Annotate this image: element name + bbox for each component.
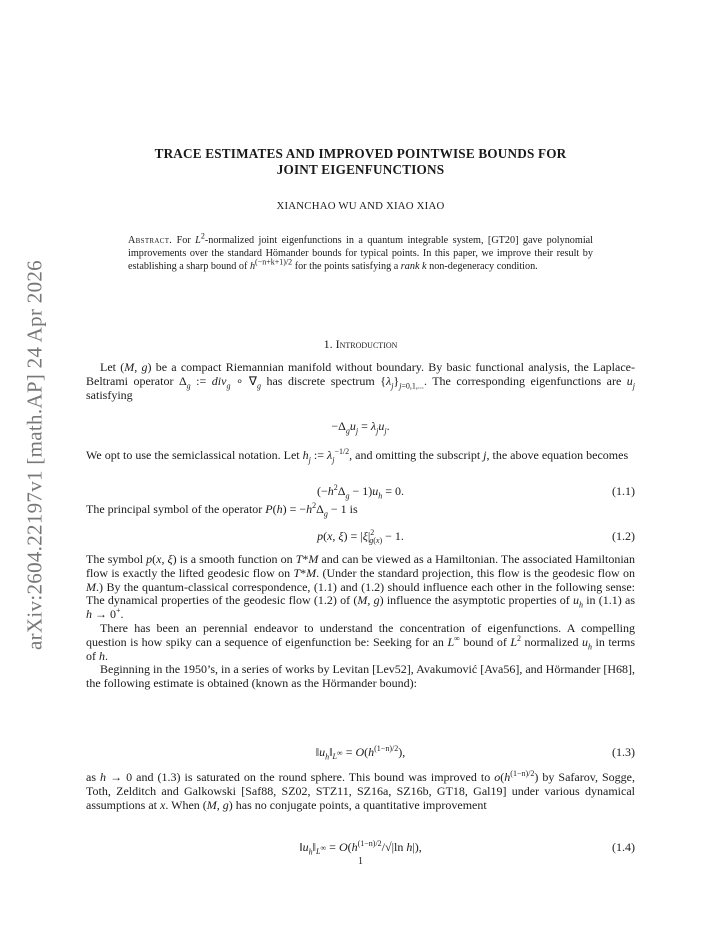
section-title: Introduction xyxy=(335,337,398,351)
page-number: 1 xyxy=(358,856,363,867)
equation-1-4: $‖u_h‖_{L^\infty} = O(h^{(1-n)/2}/√|\ln$ h|), (1.4) xyxy=(299,839,635,857)
paper-authors: XIANCHAO WU AND XIAO XIAO xyxy=(276,200,445,212)
arxiv-sidebar-stamp xyxy=(20,245,50,665)
equation-number: (1.2) xyxy=(612,529,635,543)
equation-number: (1.1) xyxy=(612,484,635,498)
equation-eigen: $-\Delta_gu_j = \lambda_ju_j$. xyxy=(331,419,390,436)
paper-title: TRACE ESTIMATES AND IMPROVED POINTWISE BOUNDS FOR JOINT EIGENFUNCTIONS xyxy=(154,146,567,177)
intro-paragraph-5: as h → 0 and (1.3) is saturated on the round sphere. This bound was improved to $o(h^{(1-n)/2})$ by Safarov, Sogge, Toth, Zelditch and Galkowski [Saf88, SZ02, STZ11, SZ16a, SZ16b, GT18, Gal19] under various dynamical assumptions at x. When (M, g) has no conjugate points, a quantitative improvement xyxy=(86,769,635,812)
equation-1-2: p(x, $\xi) = |\xi|^2_{g(x)} - 1$. (1.2) xyxy=(317,528,635,546)
abstract-label: Abstract. xyxy=(128,235,173,246)
abstract: Abstract. For $L^2$-normalized joint eigenfunctions in a quantum integrable system, [GT20] gave polynomial improvements over the standard Hömander bounds for typical points. In this paper, we improve their result by establishing a sharp bound of $h^{(-n+k+1)/2}$ for the points satisfying a rank k non-degeneracy condition. xyxy=(128,231,594,272)
intro-paragraph-4: The symbol p(x, ξ) is a smooth function on T*M and can be viewed as a Hamiltonian. The associated Hamiltonian flow is exactly the lifted geodesic flow on T*M. (Under the standard projection, this flow is the geodesic flow on M.) By the quantum-classical correspondence, (1.1) and (1.2) should influence each other in the following sense: The dynamical properties of the geodesic flow (1.2) of (M, g) influence the asymptotic properties of $u_h$ in (1.1) as h → 0+. There has been an perennial endeavor to understand the concentration of eigenfunctions. A compelling question is how spiky can a sequence of eigenfunction be: Seeking for an L∞ bound of $L^2$ normalized $u_h$ in terms of h. Beginning in the 1950’s, in a series of works by Levitan [Lev52], Avakumović [Ava56], and Hörmander [H6̈8], the following estimate is obtained (known as the Hörmander bound): xyxy=(86,552,636,691)
intro-paragraph-1: Let (M, g) be a compact Riemannian manifold without boundary. By basic functional analysis, the Laplace-Beltrami operator $\Delta_g$ := div$_g$ ∘ $\nabla_g$ has discrete spectrum $\{\lambda_j\}_{j=0,1,...}$. The corresponding eigenfunctions are $u_j$ satisfying xyxy=(86,360,636,402)
intro-paragraph-2: We opt to use the semiclassical notation. Let $h_j$ := $\lambda_j^{-1/2}$, and omitting the subscript j, the above equation becomes xyxy=(86,447,629,465)
equation-number: (1.3) xyxy=(612,745,635,759)
equation-1-3: $‖u_h‖_{L^\infty} = O(h^{(1-n)/2})$, (1.3) xyxy=(315,744,635,762)
equation-number: (1.4) xyxy=(612,840,635,854)
section-heading xyxy=(86,337,635,352)
equation-1-1: $(-h^2\Delta_g - 1)u_h = 0$. (1.1) xyxy=(316,483,635,501)
section-number: 1. xyxy=(323,337,333,351)
intro-paragraph-3: The principal symbol of the operator $P(h) = -h^2\Delta_g - 1$ is xyxy=(86,501,358,519)
arxiv-id: arXiv:2604.22197v1 [math.AP] 24 Apr 2026 xyxy=(22,260,47,650)
